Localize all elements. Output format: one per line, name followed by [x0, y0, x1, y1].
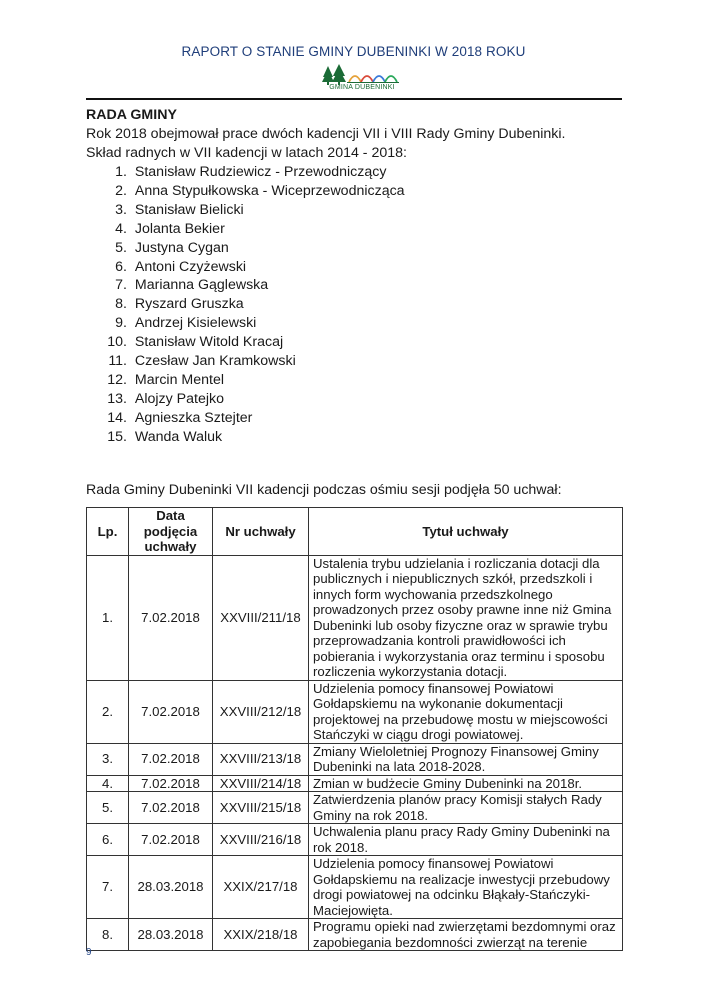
- list-number: 9.: [115, 315, 127, 332]
- cell-title: Uchwalenia planu pracy Rady Gminy Dubeninki na rok 2018.: [309, 824, 623, 856]
- member-name: Wanda Waluk: [134, 428, 223, 445]
- header-lp: Lp.: [87, 508, 129, 556]
- table-row: [87, 743, 623, 775]
- list-number: 6.: [115, 258, 127, 275]
- list-item: [86, 239, 626, 258]
- header-date: Data podjęcia uchwały: [129, 508, 213, 556]
- header-nr: Nr uchwały: [213, 508, 309, 556]
- member-name: Justyna Cygan: [134, 239, 229, 256]
- member-name: Ryszard Gruszka: [134, 296, 244, 313]
- list-item: [86, 333, 626, 352]
- list-item: [86, 276, 626, 295]
- cell-nr: XXVIII/214/18: [213, 775, 309, 792]
- cell-date: 28.03.2018: [129, 856, 213, 919]
- list-number: 15.: [107, 428, 127, 445]
- list-item: [86, 371, 626, 390]
- table-row: [87, 919, 623, 951]
- cell-nr: XXVIII/212/18: [213, 680, 309, 743]
- cell-title: Programu opieki nad zwierzętami bezdomnymi oraz zapobiegania bezdomności zwierząt na terenie: [309, 919, 623, 951]
- list-item: [86, 220, 626, 239]
- list-item: [86, 314, 626, 333]
- table-header-row: [87, 508, 623, 556]
- cell-lp: 4.: [87, 775, 129, 792]
- cell-title: Zmian w budżecie Gminy Dubeninki na 2018r.: [309, 775, 623, 792]
- list-number: 8.: [115, 296, 127, 313]
- header-title: Tytuł uchwały: [309, 508, 623, 556]
- cell-lp: 6.: [87, 824, 129, 856]
- table-row: [87, 824, 623, 856]
- table-row: [87, 792, 623, 824]
- list-number: 5.: [115, 239, 127, 256]
- cell-title: Ustalenia trybu udzielania i rozliczania dotacji dla publicznych i niepublicznych szkół, przedszkoli i innych form wychowania przedszkolnego prowadzonych przez osoby prawne inne niż Gmina Dubeninki lub osoby fizyczne oraz w sprawie trybu przeprowadzania kontroli prawidłowości ich pobierania i wykorzystania oraz terminu i sposobu rozliczenia wykorzystania dotacji.: [309, 555, 623, 680]
- cell-nr: XXVIII/211/18: [213, 555, 309, 680]
- list-item: [86, 182, 626, 201]
- cell-date: 28.03.2018: [129, 919, 213, 951]
- cell-date: 7.02.2018: [129, 743, 213, 775]
- list-item: [86, 352, 626, 371]
- list-number: 14.: [107, 409, 127, 426]
- member-name: Marcin Mentel: [134, 371, 224, 388]
- cell-date: 7.02.2018: [129, 792, 213, 824]
- cell-title: Udzielenia pomocy finansowej Powiatowi Gołdapskiemu na realizacje inwestycji przebudowy drogi powiatowej na odcinku Błąkały-Stańczyki-Maciejowięta.: [309, 856, 623, 919]
- member-name: Alojzy Patejko: [134, 390, 224, 407]
- cell-title: Zmiany Wieloletniej Prognozy Finansowej Gminy Dubeninki na lata 2018-2028.: [309, 743, 623, 775]
- cell-lp: 1.: [87, 555, 129, 680]
- cell-lp: 2.: [87, 680, 129, 743]
- list-item: [86, 428, 626, 447]
- member-name: Stanisław Witold Kracaj: [134, 334, 284, 351]
- cell-title: Zatwierdzenia planów pracy Komisji stałych Rady Gminy na rok 2018.: [309, 792, 623, 824]
- tree-icon: [322, 64, 346, 85]
- table-row: [87, 775, 623, 792]
- list-number: 4.: [115, 220, 127, 237]
- cell-nr: XXVIII/213/18: [213, 743, 309, 775]
- resolutions-intro: Rada Gminy Dubeninki VII kadencji podczas ośmiu sesji podjęła 50 uchwał:: [86, 482, 562, 498]
- member-name: Anna Stypułkowska - Wiceprzewodnicząca: [134, 182, 405, 199]
- list-item: [86, 201, 626, 220]
- member-name: Czesław Jan Kramkowski: [134, 353, 296, 370]
- rada-gminy-section: [86, 106, 626, 447]
- cell-lp: 5.: [87, 792, 129, 824]
- member-name: Stanisław Rudziewicz - Przewodniczący: [134, 164, 387, 180]
- member-name: Antoni Czyżewski: [134, 258, 247, 275]
- arches-icon: [347, 76, 399, 83]
- list-number: 12.: [107, 371, 127, 388]
- list-item: [86, 295, 626, 314]
- list-number: 2.: [115, 182, 127, 199]
- cell-date: 7.02.2018: [129, 824, 213, 856]
- table-row: [87, 555, 623, 680]
- list-number: 7.: [115, 277, 127, 294]
- table-row: [87, 680, 623, 743]
- page-number: 9: [86, 947, 92, 958]
- list-number: 3.: [115, 201, 127, 218]
- member-name: Andrzej Kisielewski: [134, 315, 257, 332]
- cell-nr: XXVIII/216/18: [213, 824, 309, 856]
- cell-lp: 7.: [87, 856, 129, 919]
- member-name: Agnieszka Sztejter: [134, 409, 253, 426]
- cell-date: 7.02.2018: [129, 555, 213, 680]
- logo-text: GMINA DUBENINKI: [329, 84, 395, 91]
- resolutions-table: [86, 507, 623, 951]
- list-item: [86, 163, 626, 182]
- member-name: Jolanta Bekier: [134, 220, 225, 237]
- intro-line-1: Rok 2018 obejmował prace dwóch kadencji VII i VIII Rady Gminy Dubeninki.: [86, 126, 566, 142]
- list-number: 13.: [107, 390, 127, 407]
- cell-date: 7.02.2018: [129, 680, 213, 743]
- members-list: [86, 163, 626, 447]
- intro-line-2: Skład radnych w VII kadencji w latach 2014 - 2018:: [86, 145, 407, 161]
- cell-lp: 8.: [87, 919, 129, 951]
- gmina-logo: [322, 64, 412, 96]
- list-item: [86, 409, 626, 428]
- list-number: 10.: [107, 334, 127, 351]
- list-number: 1.: [115, 164, 127, 180]
- cell-title: Udzielenia pomocy finansowej Powiatowi Gołdapskiemu na wykonanie dokumentacji projektowej na przebudowę mostu w miejscowości Stańczyki w ciągu drogi powiatowej.: [309, 680, 623, 743]
- table-row: [87, 856, 623, 919]
- cell-lp: 3.: [87, 743, 129, 775]
- list-number: 11.: [108, 353, 127, 370]
- member-name: Marianna Gąglewska: [134, 277, 269, 294]
- cell-date: 7.02.2018: [129, 775, 213, 792]
- member-name: Stanisław Bielicki: [134, 201, 244, 218]
- list-item: [86, 390, 626, 409]
- section-heading: RADA GMINY: [86, 107, 177, 123]
- header-divider: [86, 98, 622, 100]
- cell-nr: XXIX/218/18: [213, 919, 309, 951]
- list-item: [86, 258, 626, 277]
- report-header-title: RAPORT O STANIE GMINY DUBENINKI W 2018 ROKU: [181, 44, 526, 59]
- cell-nr: XXVIII/215/18: [213, 792, 309, 824]
- cell-nr: XXIX/217/18: [213, 856, 309, 919]
